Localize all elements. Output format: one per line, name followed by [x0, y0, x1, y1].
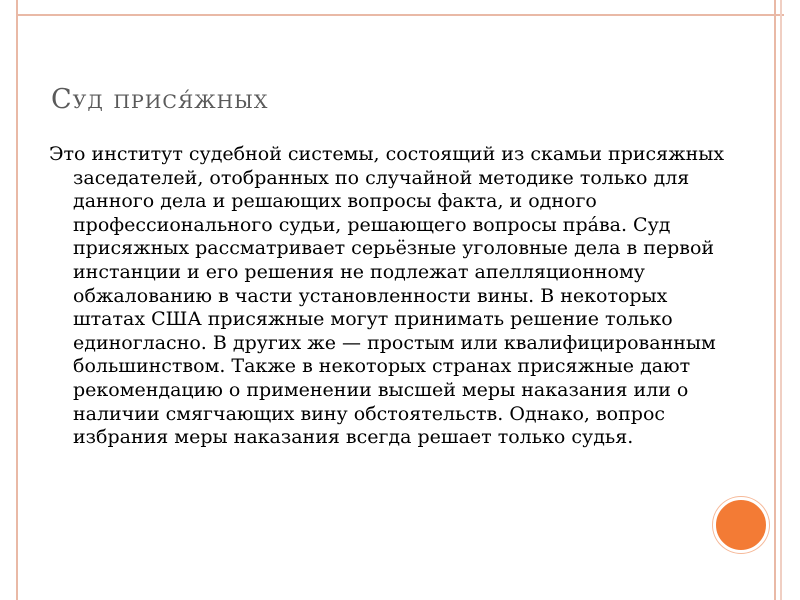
frame-left-line	[16, 0, 18, 600]
decorative-circle-icon	[713, 497, 769, 553]
slide-body-text: Это институт судебной системы, состоящий из скамьи присяжных заседателей, отобранных по случайной методике только для данного дела и решающих вопросы факта, и одного профессионального судьи, решающего вопросы пра́ва. Суд присяжных рассматривает серьёзные уголовные дела в первой инстанции и его решения не подлежат апелляционному обжалованию в части установленности вины. В некоторых штатах США присяжные могут принимать решение только единогласно. В других же — простым или квалифицированным большинством. Также в некоторых странах присяжные дают рекомендацию о применении высшей меры наказания или о наличии смягчающих вину обстоятельств. Однако, вопрос избрания меры наказания всегда решает только судья.	[49, 143, 725, 449]
frame-right-line	[774, 0, 776, 600]
frame-right-inner-line	[780, 0, 782, 600]
frame-top-line	[16, 14, 784, 16]
slide-title: Суд прися́жных	[51, 84, 269, 115]
